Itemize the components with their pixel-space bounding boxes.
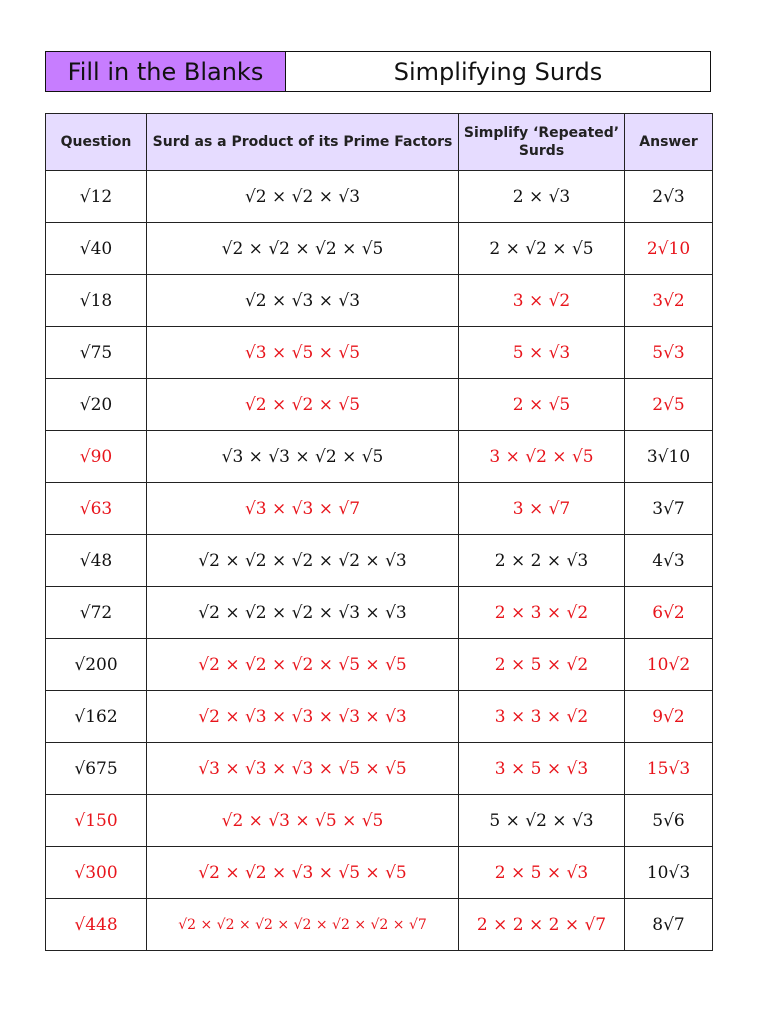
product-cell[interactable]: √2 × √2 × √2 × √5 × √5 <box>147 639 459 691</box>
table-row <box>46 379 713 431</box>
simplify-cell[interactable]: 2 × √2 × √5 <box>459 223 625 275</box>
table-body <box>46 171 713 951</box>
answer-cell[interactable]: 2√5 <box>625 379 713 431</box>
question-cell[interactable]: √40 <box>46 223 147 275</box>
simplify-cell[interactable]: 2 × 5 × √3 <box>459 847 625 899</box>
question-cell[interactable]: √90 <box>46 431 147 483</box>
answer-cell[interactable]: 5√6 <box>625 795 713 847</box>
answer-cell[interactable]: 8√7 <box>625 899 713 951</box>
product-cell[interactable]: √2 × √2 × √2 × √3 × √3 <box>147 587 459 639</box>
simplify-cell[interactable]: 2 × √5 <box>459 379 625 431</box>
simplify-cell[interactable]: 3 × 3 × √2 <box>459 691 625 743</box>
product-cell[interactable]: √3 × √3 × √2 × √5 <box>147 431 459 483</box>
table-row <box>46 691 713 743</box>
answer-cell[interactable]: 2√10 <box>625 223 713 275</box>
answer-cell[interactable]: 10√2 <box>625 639 713 691</box>
product-cell[interactable]: √2 × √2 × √3 × √5 × √5 <box>147 847 459 899</box>
answer-cell[interactable]: 3√10 <box>625 431 713 483</box>
answer-cell[interactable]: 15√3 <box>625 743 713 795</box>
header-tag: Fill in the Blanks <box>46 52 286 91</box>
table-row <box>46 327 713 379</box>
product-cell[interactable]: √2 × √2 × √2 × √2 × √2 × √2 × √7 <box>147 899 459 951</box>
table-row <box>46 431 713 483</box>
question-cell[interactable]: √300 <box>46 847 147 899</box>
question-cell[interactable]: √448 <box>46 899 147 951</box>
table-row <box>46 847 713 899</box>
question-cell[interactable]: √18 <box>46 275 147 327</box>
product-cell[interactable]: √2 × √3 × √3 <box>147 275 459 327</box>
answer-cell[interactable]: 3√2 <box>625 275 713 327</box>
answer-cell[interactable]: 10√3 <box>625 847 713 899</box>
column-header-answer: Answer <box>625 114 713 171</box>
question-cell[interactable]: √675 <box>46 743 147 795</box>
table-row <box>46 171 713 223</box>
question-cell[interactable]: √75 <box>46 327 147 379</box>
table-row <box>46 639 713 691</box>
simplify-cell[interactable]: 3 × 5 × √3 <box>459 743 625 795</box>
answer-cell[interactable]: 4√3 <box>625 535 713 587</box>
table-row <box>46 223 713 275</box>
worksheet-title: Simplifying Surds <box>393 57 603 86</box>
simplify-cell[interactable]: 3 × √7 <box>459 483 625 535</box>
worksheet-header <box>45 51 711 92</box>
table-row <box>46 535 713 587</box>
product-cell[interactable]: √2 × √2 × √2 × √5 <box>147 223 459 275</box>
question-cell[interactable]: √63 <box>46 483 147 535</box>
product-cell[interactable]: √3 × √3 × √7 <box>147 483 459 535</box>
simplify-cell[interactable]: 3 × √2 <box>459 275 625 327</box>
table-header-row <box>46 114 713 171</box>
product-cell[interactable]: √2 × √3 × √5 × √5 <box>147 795 459 847</box>
simplify-cell[interactable]: 2 × 2 × √3 <box>459 535 625 587</box>
simplify-cell[interactable]: 2 × 5 × √2 <box>459 639 625 691</box>
answer-cell[interactable]: 3√7 <box>625 483 713 535</box>
product-cell[interactable]: √3 × √5 × √5 <box>147 327 459 379</box>
answer-cell[interactable]: 9√2 <box>625 691 713 743</box>
table-row <box>46 483 713 535</box>
table-row <box>46 743 713 795</box>
question-cell[interactable]: √150 <box>46 795 147 847</box>
table-row <box>46 275 713 327</box>
question-cell[interactable]: √200 <box>46 639 147 691</box>
simplify-cell[interactable]: 2 × √3 <box>459 171 625 223</box>
simplify-cell[interactable]: 2 × 2 × 2 × √7 <box>459 899 625 951</box>
product-cell[interactable]: √2 × √2 × √3 <box>147 171 459 223</box>
surds-table <box>45 113 713 951</box>
table-row <box>46 899 713 951</box>
table-row <box>46 795 713 847</box>
simplify-cell[interactable]: 2 × 3 × √2 <box>459 587 625 639</box>
question-cell[interactable]: √48 <box>46 535 147 587</box>
product-cell[interactable]: √3 × √3 × √3 × √5 × √5 <box>147 743 459 795</box>
column-header-question: Question <box>46 114 147 171</box>
column-header-simplify: Simplify ‘Repeated’ Surds <box>459 114 625 171</box>
answer-cell[interactable]: 5√3 <box>625 327 713 379</box>
product-cell[interactable]: √2 × √2 × √5 <box>147 379 459 431</box>
simplify-cell[interactable]: 3 × √2 × √5 <box>459 431 625 483</box>
product-cell[interactable]: √2 × √2 × √2 × √2 × √3 <box>147 535 459 587</box>
question-cell[interactable]: √162 <box>46 691 147 743</box>
answer-cell[interactable]: 2√3 <box>625 171 713 223</box>
question-cell[interactable]: √12 <box>46 171 147 223</box>
answer-cell[interactable]: 6√2 <box>625 587 713 639</box>
question-cell[interactable]: √20 <box>46 379 147 431</box>
simplify-cell[interactable]: 5 × √3 <box>459 327 625 379</box>
product-cell[interactable]: √2 × √3 × √3 × √3 × √3 <box>147 691 459 743</box>
table-row <box>46 587 713 639</box>
question-cell[interactable]: √72 <box>46 587 147 639</box>
simplify-cell[interactable]: 5 × √2 × √3 <box>459 795 625 847</box>
column-header-product: Surd as a Product of its Prime Factors <box>147 114 459 171</box>
